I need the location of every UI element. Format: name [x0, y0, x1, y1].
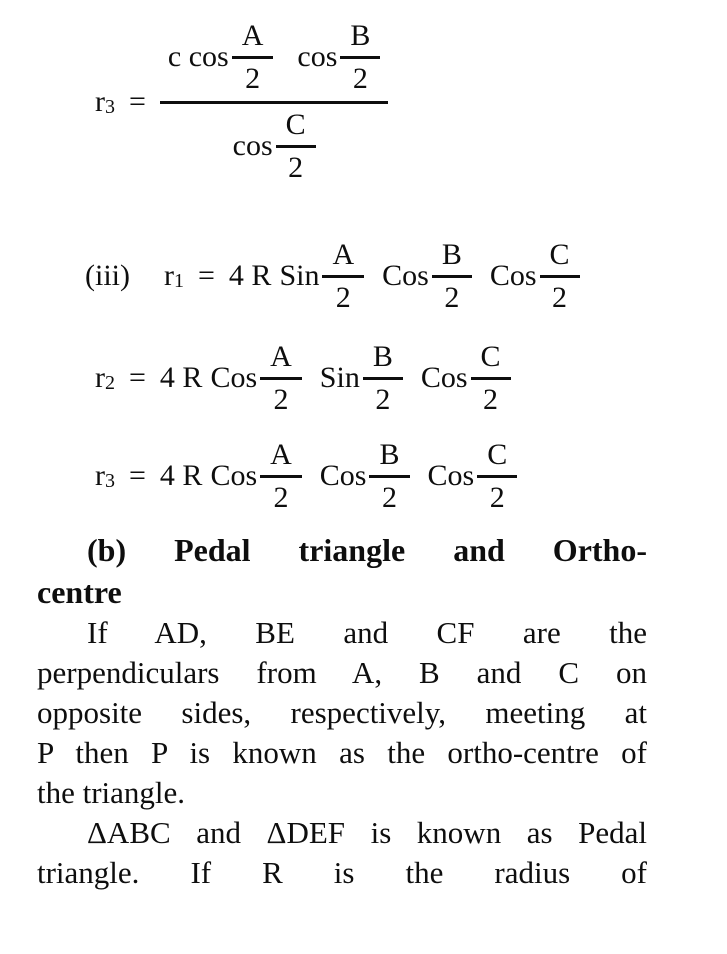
fraction-top: B [432, 239, 472, 278]
main-fraction [160, 20, 389, 183]
math-term [490, 239, 580, 313]
lhs-subscript: 3 [105, 95, 115, 118]
half-angle-fraction [276, 109, 316, 183]
fraction-top: A [260, 341, 302, 380]
formula-r3-product [95, 439, 647, 513]
paragraph-orthocentre [37, 613, 647, 813]
math-term [210, 439, 301, 513]
fraction-top: B [369, 439, 409, 478]
math-term [421, 341, 511, 415]
function-name: Cos [427, 459, 475, 493]
function-name: c cos [167, 40, 229, 74]
half-angle-fraction [432, 239, 472, 313]
heading-line: centre [37, 574, 122, 610]
fraction-top: C [276, 109, 316, 148]
fraction-bottom: 2 [273, 382, 289, 416]
equals-sign: = [129, 459, 146, 493]
fraction-numerator [160, 20, 389, 104]
text-line: opposite sides, respectively, meeting at [37, 695, 647, 730]
fraction-bottom: 2 [381, 480, 397, 514]
fraction-bottom: 2 [483, 382, 499, 416]
lhs-symbol: r [164, 259, 174, 293]
text-line: P then P is known as the ortho-centre of [37, 735, 647, 770]
heading-line: (b) Pedal triangle and Ortho- [87, 532, 647, 568]
formula-lhs [95, 460, 115, 492]
lhs-subscript: 2 [105, 372, 115, 395]
half-angle-fraction [363, 341, 403, 415]
math-term [279, 239, 364, 313]
lhs-symbol: r [95, 84, 105, 118]
text-line: triangle. If R is the radius of [37, 855, 647, 890]
lhs-subscript: 3 [105, 470, 115, 493]
fraction-top: C [477, 439, 517, 478]
function-name: cos [297, 40, 338, 74]
text-line: ΔABC and ΔDEF is known as Pedal [87, 815, 647, 850]
function-name: Cos [489, 259, 537, 293]
coefficient: 4 R [159, 361, 203, 395]
equals-sign: = [129, 84, 146, 118]
math-term [428, 439, 518, 513]
fraction-bottom: 2 [273, 480, 289, 514]
formula-r1-product [85, 239, 647, 313]
item-label: (iii) [85, 259, 130, 293]
lhs-symbol: r [95, 459, 105, 493]
paragraph-pedal-triangle [37, 813, 647, 893]
fraction-bottom: 2 [245, 61, 261, 95]
fraction-top: B [363, 341, 403, 380]
math-term [320, 341, 403, 415]
half-angle-fraction [322, 239, 364, 313]
fraction-top: A [322, 239, 364, 278]
half-angle-fraction [340, 20, 380, 94]
equals-sign: = [198, 259, 215, 293]
half-angle-fraction [260, 439, 302, 513]
fraction-bottom: 2 [444, 280, 460, 314]
math-term [233, 109, 316, 183]
function-name: Cos [319, 459, 367, 493]
fraction-denominator [160, 104, 389, 183]
function-name: Cos [210, 459, 258, 493]
half-angle-fraction [477, 439, 517, 513]
function-name: cos [232, 129, 273, 163]
coefficient: 4 R [159, 459, 203, 493]
fraction-bottom: 2 [375, 382, 391, 416]
function-name: Cos [382, 259, 429, 293]
half-angle-fraction [369, 439, 409, 513]
function-name: Sin [319, 361, 360, 395]
math-term [320, 439, 410, 513]
math-term [297, 20, 380, 94]
fraction-top: B [340, 20, 380, 59]
text-line: If AD, BE and CF are the [87, 615, 647, 650]
math-term [382, 239, 472, 313]
half-angle-fraction [232, 20, 274, 94]
math-term [210, 341, 301, 415]
math-term [168, 20, 273, 94]
half-angle-fraction [260, 341, 302, 415]
equals-sign: = [129, 361, 146, 395]
fraction-bottom: 2 [489, 480, 505, 514]
fraction-bottom: 2 [352, 61, 368, 95]
section-heading [37, 529, 647, 613]
formula-r3-fraction [95, 20, 647, 183]
half-angle-fraction [471, 341, 511, 415]
function-name: Sin [279, 259, 320, 293]
fraction-bottom: 2 [335, 280, 351, 314]
formula-r2-product [95, 341, 647, 415]
function-name: Cos [210, 361, 258, 395]
formula-lhs [95, 86, 115, 118]
lhs-symbol: r [95, 361, 105, 395]
text-line: perpendiculars from A, B and C on [37, 655, 647, 690]
fraction-top: C [471, 341, 511, 380]
formula-lhs [95, 362, 115, 394]
text-line: the triangle. [37, 775, 186, 810]
fraction-bottom: 2 [552, 280, 568, 314]
fraction-top: A [232, 20, 274, 59]
formula-lhs [164, 260, 184, 292]
fraction-bottom: 2 [288, 150, 304, 184]
half-angle-fraction [540, 239, 580, 313]
fraction-top: C [540, 239, 580, 278]
fraction-top: A [260, 439, 302, 478]
coefficient: 4 R [228, 259, 272, 293]
function-name: Cos [420, 361, 468, 395]
lhs-subscript: 1 [174, 270, 184, 293]
